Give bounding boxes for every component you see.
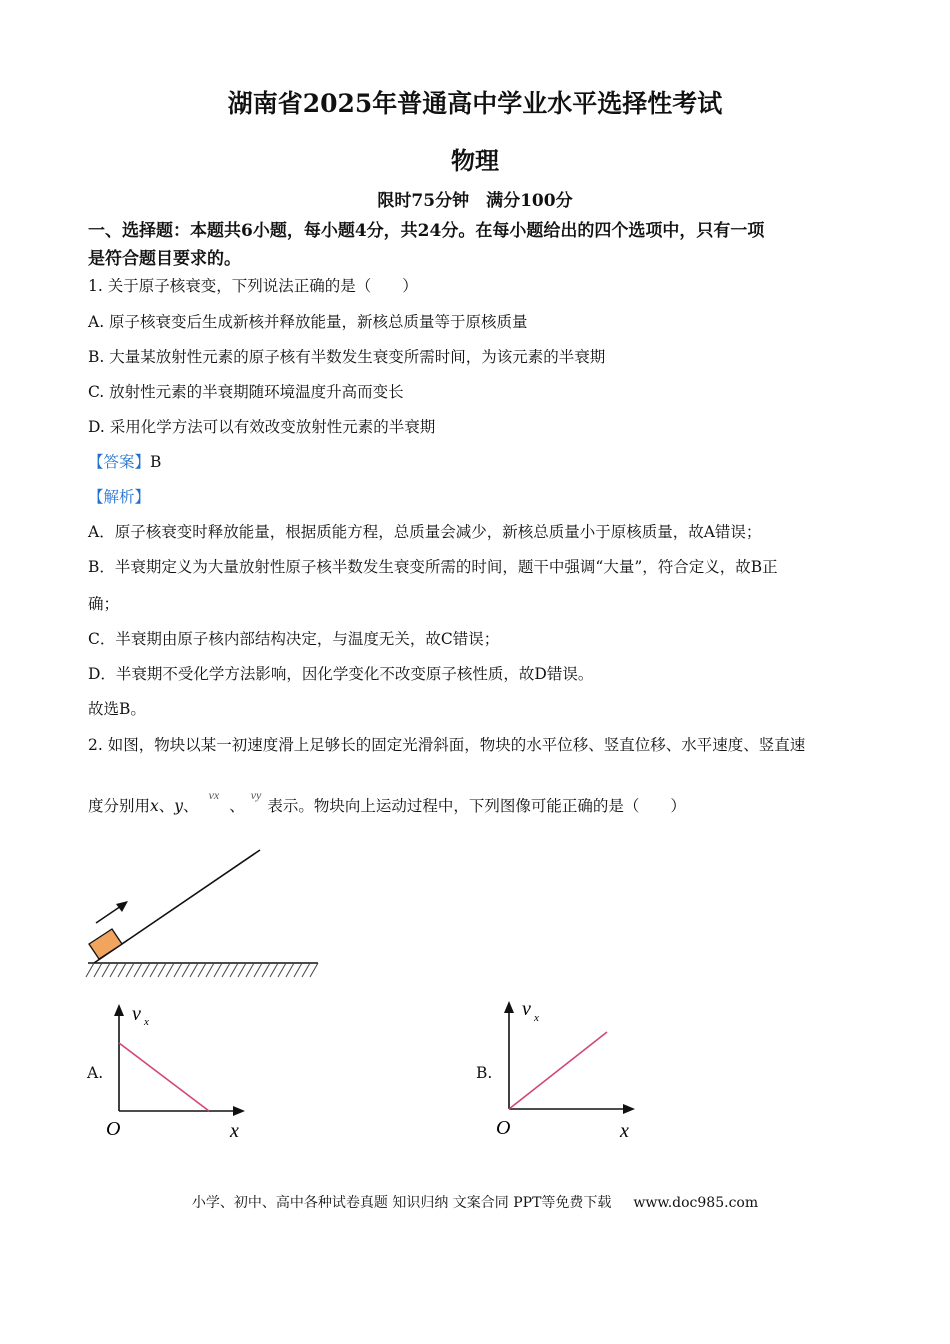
answer-value: B <box>150 453 162 471</box>
stem-text: 度分别用 <box>88 797 151 815</box>
section-heading-line1: 一、选择题：本题共6小题，每小题4分，共24分。在每小题给出的四个选项中，只有一项 <box>88 221 765 241</box>
analysis-line: A．原子核衰变时释放能量，根据质能方程，总质量会减少，新核总质量小于原核质量，故A错误； <box>88 523 762 541</box>
velocity-arrowhead <box>116 901 128 912</box>
ground-hatching <box>86 963 318 977</box>
var-y: y <box>174 797 184 815</box>
graph-b <box>490 995 650 1143</box>
analysis-label: 【解析】 <box>88 488 151 506</box>
q1-answer <box>88 450 161 472</box>
time-limit: 限时75分钟 满分100分 <box>377 191 573 211</box>
option-a-label: A. <box>87 1064 104 1082</box>
q1-option-a: A. 原子核衰变后生成新核并释放能量，新核总质量等于原核质量 <box>88 313 528 331</box>
origin-label: O <box>496 1117 511 1139</box>
footer <box>0 1192 950 1212</box>
answer-label: 【答案】 <box>88 453 151 471</box>
var-vy: vy <box>250 788 262 802</box>
footer-url: www.doc985.com <box>633 1195 759 1211</box>
x-axis-arrowhead <box>233 1106 245 1116</box>
option-b-label: B. <box>476 1064 493 1082</box>
separator: 、 <box>158 797 175 815</box>
subject-title: 物理 <box>451 146 499 175</box>
q2-stem-line2 <box>88 788 686 816</box>
incline-figure <box>80 840 330 985</box>
analysis-line: D．半衰期不受化学方法影响，因化学变化不改变原子核性质，故D错误。 <box>88 665 594 683</box>
graph-a <box>100 998 260 1146</box>
y-axis-subscript: x <box>534 1012 539 1024</box>
graph-b-line <box>509 1032 607 1109</box>
analysis-line: 确； <box>88 595 120 613</box>
y-axis-arrowhead <box>114 1004 124 1016</box>
q1-option-b: B. 大量某放射性元素的原子核有半数发生衰变所需时间，为该元素的半衰期 <box>88 348 606 366</box>
y-axis-label: v <box>132 1003 141 1025</box>
var-x: x <box>150 797 159 815</box>
section-heading-line2: 是符合题目要求的。 <box>88 249 241 269</box>
stem-text: 表示。物块向上运动过程中，下列图像可能正确的是（ ） <box>267 797 686 815</box>
graph-a-line <box>119 1043 209 1111</box>
y-axis-arrowhead <box>504 1001 514 1013</box>
origin-label: O <box>106 1118 121 1140</box>
exam-title: 湖南省2025年普通高中学业水平选择性考试 <box>227 89 723 118</box>
x-axis-label: x <box>620 1120 629 1142</box>
analysis-line: 故选B。 <box>88 700 146 718</box>
x-axis-label: x <box>230 1120 239 1142</box>
x-axis-arrowhead <box>623 1104 635 1114</box>
q1-option-c: C. 放射性元素的半衰期随环境温度升高而变长 <box>88 383 404 401</box>
footer-text: 小学、初中、高中各种试卷真题 知识归纳 文案合同 PPT等免费下载 <box>191 1195 612 1211</box>
q1-option-d: D. 采用化学方法可以有效改变放射性元素的半衰期 <box>88 418 436 436</box>
q2-stem-line1: 2. 如图，物块以某一初速度滑上足够长的固定光滑斜面，物块的水平位移、竖直位移、水平速度、竖直速 <box>88 736 806 754</box>
sliding-block <box>89 929 122 959</box>
separator: 、 <box>183 797 199 815</box>
analysis-line: C．半衰期由原子核内部结构决定，与温度无关，故C错误； <box>88 630 500 648</box>
y-axis-subscript: x <box>144 1016 149 1028</box>
q1-stem: 1. 关于原子核衰变，下列说法正确的是（ ） <box>88 277 418 295</box>
y-axis-label: v <box>522 998 531 1020</box>
separator: 、 <box>229 797 245 815</box>
analysis-line: B．半衰期定义为大量放射性原子核半数发生衰变所需的时间，题干中强调“大量”，符合定义，故B正 <box>88 558 778 576</box>
var-vx: vx <box>208 788 220 802</box>
